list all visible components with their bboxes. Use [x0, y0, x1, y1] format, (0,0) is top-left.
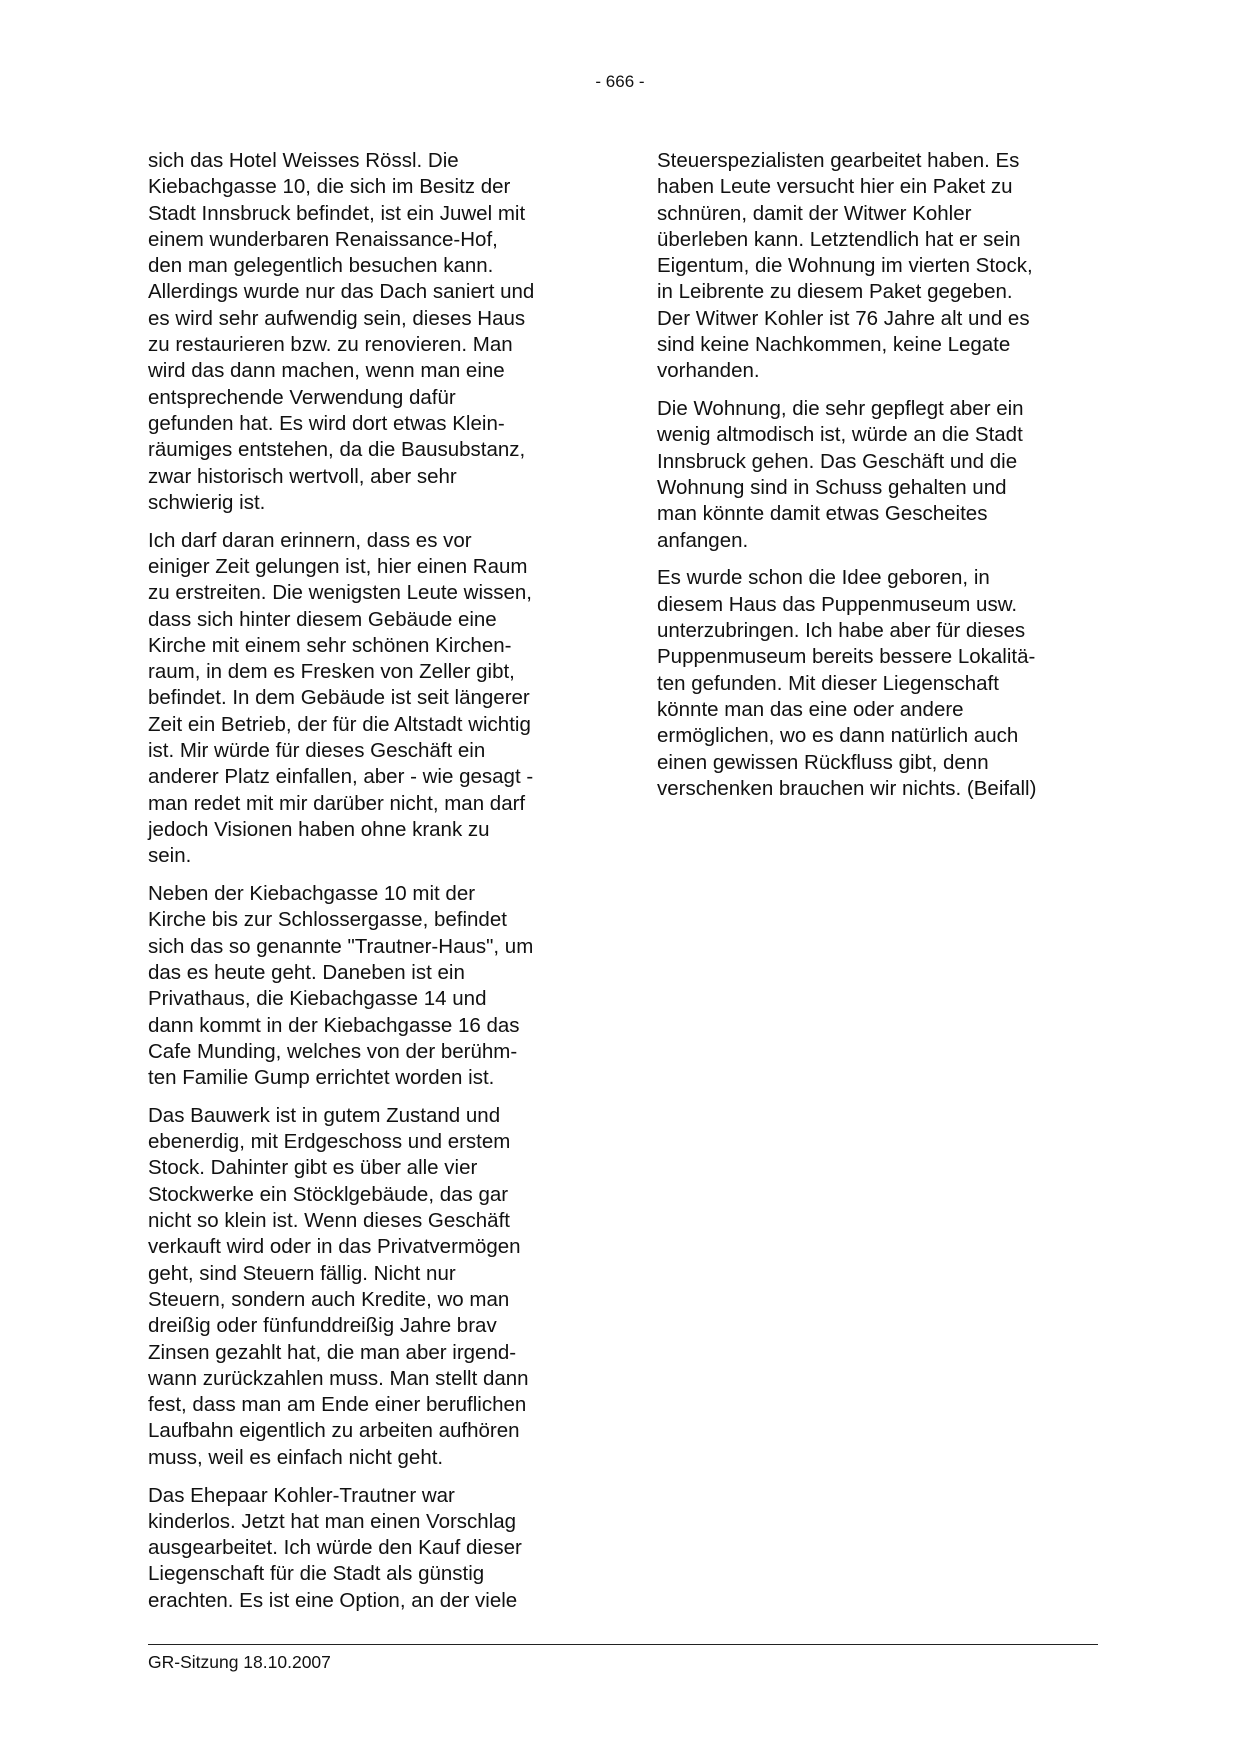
paragraph: sich das Hotel Weisses Rössl. Die Kiebachgasse 10, die sich im Besitz der Stadt Innsbruck befindet, ist ein Juwel mit einem wunderbaren Renaissance-Hof, den man gelegentlich besuchen kann. Allerdings wurde nur das Dach saniert und es wird sehr aufwendig sein, dieses Haus zu restaurieren bzw. zu renovieren. Man wird das dann machen, wenn man eine entsprechende Verwendung dafür gefunden hat. Es wird dort etwas Klein- räumiges entstehen, da die Bausubstanz, zwar historisch wertvoll, aber sehr schwierig ist. [148, 149, 535, 514]
paragraph: Das Ehepaar Kohler-Trautner war kinderlos. Jetzt hat man einen Vorschlag ausgearbeitet. Ich würde den Kauf dieser Liegenschaft für die Stadt als günstig erachten. Es ist eine Option, an der viele [148, 1483, 522, 1612]
footer-divider [148, 1644, 1098, 1645]
paragraph: Es wurde schon die Idee geboren, in diesem Haus das Puppenmuseum usw. unterzubringen. Ich habe aber für dieses Puppenmuseum bereits bessere Lokalitä- ten gefunden. Mit dieser Liegenschaft könnte man das eine oder andere ermöglichen, wo es dann natürlich auch einen gewissen Rückfluss gibt, denn verschenken brauchen wir nichts. (Beifall) [657, 566, 1037, 800]
paragraph: Neben der Kiebachgasse 10 mit der Kirche bis zur Schlossergasse, befindet sich das so genannte "Trautner-Haus", um das es heute geht. Daneben ist ein Privathaus, die Kiebachgasse 14 und dann kommt in der Kiebachgasse 16 das Cafe Munding, welches von der berühm- ten Familie Gump errichtet worden ist. [148, 882, 534, 1090]
paragraph: Die Wohnung, die sehr gepflegt aber ein wenig altmodisch ist, würde an die Stadt Innsbruck gehen. Das Geschäft und die Wohnung sind in Schuss gehalten und man könnte damit etwas Gescheites anfangen. [657, 397, 1024, 552]
left-column [148, 148, 584, 1626]
paragraph: Ich darf daran erinnern, dass es vor einiger Zeit gelungen ist, hier einen Raum zu erstreiten. Die wenigsten Leute wissen, dass sich hinter diesem Gebäude eine Kirche mit einem sehr schönen Kirchen- raum, in dem es Fresken von Zeller gibt, befindet. In dem Gebäude ist seit längerer Zeit ein Betrieb, der für die Altstadt wichtig ist. Mir würde für dieses Geschäft ein anderer Platz einfallen, aber - wie gesagt - man redet mit mir darüber nicht, man darf jedoch Visionen haben ohne krank zu sein. [148, 528, 534, 868]
right-column [657, 148, 1093, 814]
paragraph: Steuerspezialisten gearbeitet haben. Es haben Leute versucht hier ein Paket zu schnüren, damit der Witwer Kohler überleben kann. Letztendlich hat er sein Eigentum, die Wohnung im vierten Stock, in Leibrente zu diesem Paket gegeben. Der Witwer Kohler ist 76 Jahre alt und es sind keine Nachkommen, keine Legate vorhanden. [657, 149, 1033, 383]
footer-text: GR-Sitzung 18.10.2007 [148, 1652, 331, 1672]
paragraph: Das Bauwerk ist in gutem Zustand und ebenerdig, mit Erdgeschoss und erstem Stock. Dahinter gibt es über alle vier Stockwerke ein Stöcklgebäude, das gar nicht so klein ist. Wenn dieses Geschäft verkauft wird oder in das Privatvermögen geht, sind Steuern fällig. Nicht nur Steuern, sondern auch Kredite, wo man dreißig oder fünfunddreißig Jahre brav Zinsen gezahlt hat, die man aber irgend- wann zurückzahlen muss. Man stellt dann fest, dass man am Ende einer beruflichen Laufbahn eigentlich zu arbeiten aufhören muss, weil es einfach nicht geht. [148, 1103, 529, 1469]
page-number: - 666 - [595, 72, 645, 91]
